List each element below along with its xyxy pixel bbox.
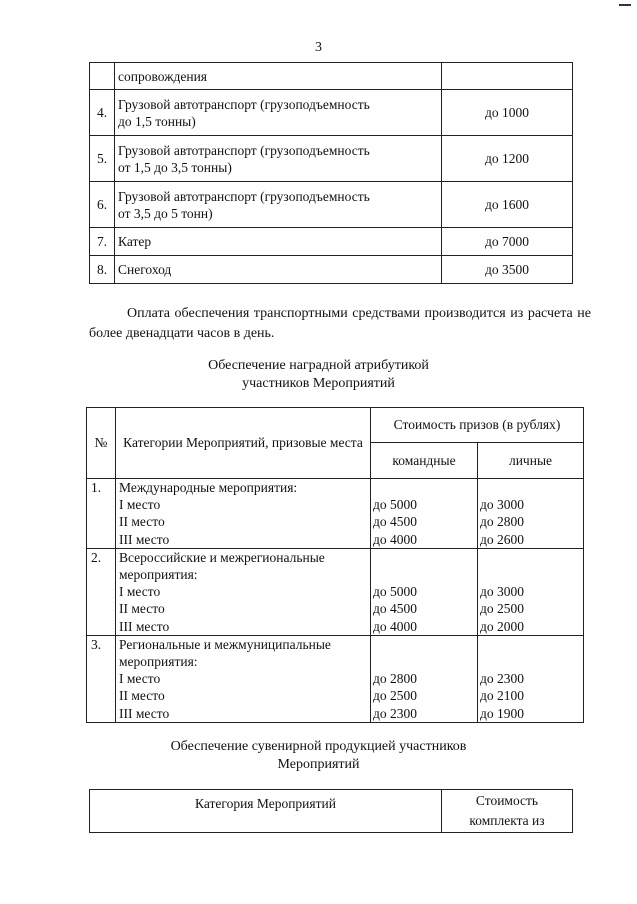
row-number: 4.: [90, 90, 115, 136]
awards-table: [86, 407, 584, 723]
row-cost: до 1200: [442, 136, 573, 182]
row-number: 8.: [90, 256, 115, 284]
row-personal-values: до 3000 до 2500 до 2000: [478, 548, 584, 635]
row-cost: до 3500: [442, 256, 573, 284]
header-prize-cost: Стоимость призов (в рублях): [371, 408, 584, 443]
row-cost: до 7000: [442, 228, 573, 256]
header-cost: Стоимость комплекта из: [442, 790, 573, 833]
transport-table: [89, 62, 573, 284]
payment-note: Оплата обеспечения транспортными средствами производится из расчета не более двенадцати часов в день.: [89, 306, 591, 341]
row-description: Грузовой автотранспорт (грузоподъемность от 3,5 до 5 тонн): [115, 182, 442, 228]
header-category: Категории Мероприятий, призовые места: [116, 408, 371, 479]
table-row: [87, 479, 584, 549]
row-category: Международные мероприятия: I место II место III место: [116, 479, 371, 549]
table-row: [90, 136, 573, 182]
row-description: Катер: [115, 228, 442, 256]
row-number: 1.: [87, 479, 116, 549]
table-row: [90, 182, 573, 228]
table-row: [90, 228, 573, 256]
table-row: [87, 635, 584, 722]
row-number: 5.: [90, 136, 115, 182]
row-cost: до 1000: [442, 90, 573, 136]
row-description: Снегоход: [115, 256, 442, 284]
row-personal-values: до 3000 до 2800 до 2600: [478, 479, 584, 549]
table-row: [90, 63, 573, 90]
row-number: 2.: [87, 548, 116, 635]
row-number: 6.: [90, 182, 115, 228]
row-team-values: до 5000 до 4500 до 4000: [371, 548, 478, 635]
row-team-values: до 5000 до 4500 до 4000: [371, 479, 478, 549]
row-personal-values: до 2300 до 2100 до 1900: [478, 635, 584, 722]
page-number: 3: [315, 40, 322, 55]
table-row: [90, 256, 573, 284]
row-category: Всероссийские и межрегиональные мероприятия: I место II место III место: [116, 548, 371, 635]
souvenir-heading: Обеспечение сувенирной продукцией участников Мероприятий: [170, 739, 467, 772]
corner-mark: [619, 4, 631, 6]
souvenir-table: [89, 789, 573, 833]
header-category: Категория Мероприятий: [90, 790, 442, 833]
row-number: 3.: [87, 635, 116, 722]
row-description: Грузовой автотранспорт (грузоподъемность до 1,5 тонны): [115, 90, 442, 136]
row-cost: до 1600: [442, 182, 573, 228]
row-number: [90, 63, 115, 90]
row-category: Региональные и межмуниципальные мероприятия: I место II место III место: [116, 635, 371, 722]
row-cost: [442, 63, 573, 90]
row-description: сопровождения: [115, 63, 442, 90]
table-row: [90, 90, 573, 136]
header-number: №: [87, 408, 116, 479]
table-row: [87, 548, 584, 635]
row-description: Грузовой автотранспорт (грузоподъемность от 1,5 до 3,5 тонны): [115, 136, 442, 182]
header-row: [87, 408, 584, 443]
header-row: [90, 790, 573, 833]
row-team-values: до 2800 до 2500 до 2300: [371, 635, 478, 722]
header-personal: личные: [478, 443, 584, 479]
row-number: 7.: [90, 228, 115, 256]
awards-heading: Обеспечение наградной атрибутикой участников Мероприятий: [208, 358, 429, 391]
header-team: командные: [371, 443, 478, 479]
